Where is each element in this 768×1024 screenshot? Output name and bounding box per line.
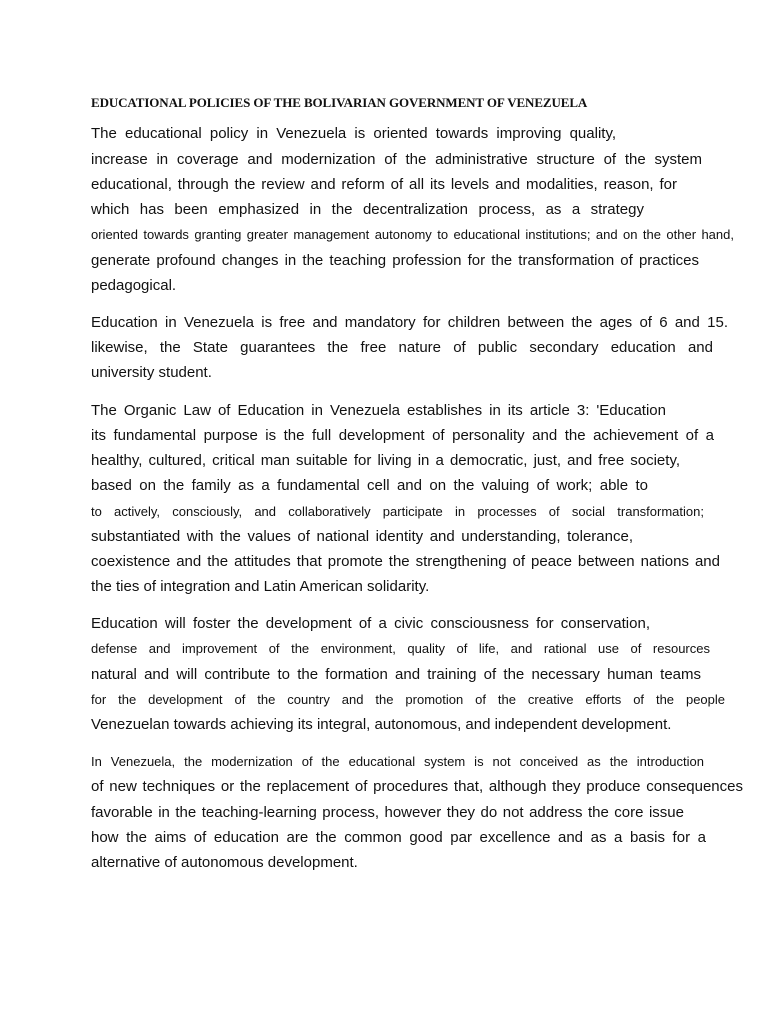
document-title: EDUCATIONAL POLICIES OF THE BOLIVARIAN GOVERNMENT OF VENEZUELA <box>91 95 588 110</box>
paragraph-4-line-1: Education will foster the development of a civic consciousness for conservation, <box>91 615 650 632</box>
paragraph-1-line-4: which has been emphasized in the decentralization process, as a strategy <box>91 201 644 218</box>
paragraph-3-line-2: its fundamental purpose is the full development of personality and the achievement of a <box>91 427 714 444</box>
paragraph-1-line-1: The educational policy in Venezuela is oriented towards improving quality, <box>91 125 616 142</box>
paragraph-5-line-3: favorable in the teaching-learning process, however they do not address the core issue <box>91 804 684 821</box>
paragraph-1-line-7: pedagogical. <box>91 277 177 294</box>
paragraph-5-line-1: In Venezuela, the modernization of the educational system is not conceived as the introduction <box>91 754 704 769</box>
paragraph-4-line-5: Venezuelan towards achieving its integral, autonomous, and independent development. <box>91 716 672 733</box>
paragraph-5-line-5: alternative of autonomous development. <box>91 854 358 871</box>
paragraph-5-line-4: how the aims of education are the common good par excellence and as a basis for a <box>91 829 706 846</box>
paragraph-4-line-4: for the development of the country and the promotion of the creative efforts of the people <box>91 692 725 707</box>
paragraph-2-line-1: Education in Venezuela is free and mandatory for children between the ages of 6 and 15. <box>91 314 728 331</box>
paragraph-2-line-3: university student. <box>91 364 212 381</box>
paragraph-1-line-6: generate profound changes in the teaching profession for the transformation of practices <box>91 252 699 269</box>
paragraph-3-line-3: healthy, cultured, critical man suitable for living in a democratic, just, and free society, <box>91 452 680 469</box>
paragraph-1-line-5: oriented towards granting greater management autonomy to educational institutions; and on the other hand, <box>91 227 734 242</box>
paragraph-3-line-6: substantiated with the values of national identity and understanding, tolerance, <box>91 528 633 545</box>
paragraph-4-line-2: defense and improvement of the environment, quality of life, and rational use of resources <box>91 641 710 656</box>
paragraph-5-line-2: of new techniques or the replacement of procedures that, although they produce consequences <box>91 778 743 795</box>
paragraph-3-line-5: to actively, consciously, and collaboratively participate in processes of social transformation; <box>91 504 704 519</box>
paragraph-3-line-8: the ties of integration and Latin American solidarity. <box>91 578 430 595</box>
paragraph-3-line-7: coexistence and the attitudes that promote the strengthening of peace between nations and <box>91 553 720 570</box>
paragraph-3-line-1: The Organic Law of Education in Venezuela establishes in its article 3: 'Education <box>91 402 666 419</box>
paragraph-1-line-3: educational, through the review and reform of all its levels and modalities, reason, for <box>91 176 677 193</box>
paragraph-2-line-2: likewise, the State guarantees the free nature of public secondary education and <box>91 339 713 356</box>
paragraph-3-line-4: based on the family as a fundamental cell and on the valuing of work; able to <box>91 477 648 494</box>
paragraph-1-line-2: increase in coverage and modernization of the administrative structure of the system <box>91 151 702 168</box>
paragraph-4-line-3: natural and will contribute to the formation and training of the necessary human teams <box>91 666 701 683</box>
